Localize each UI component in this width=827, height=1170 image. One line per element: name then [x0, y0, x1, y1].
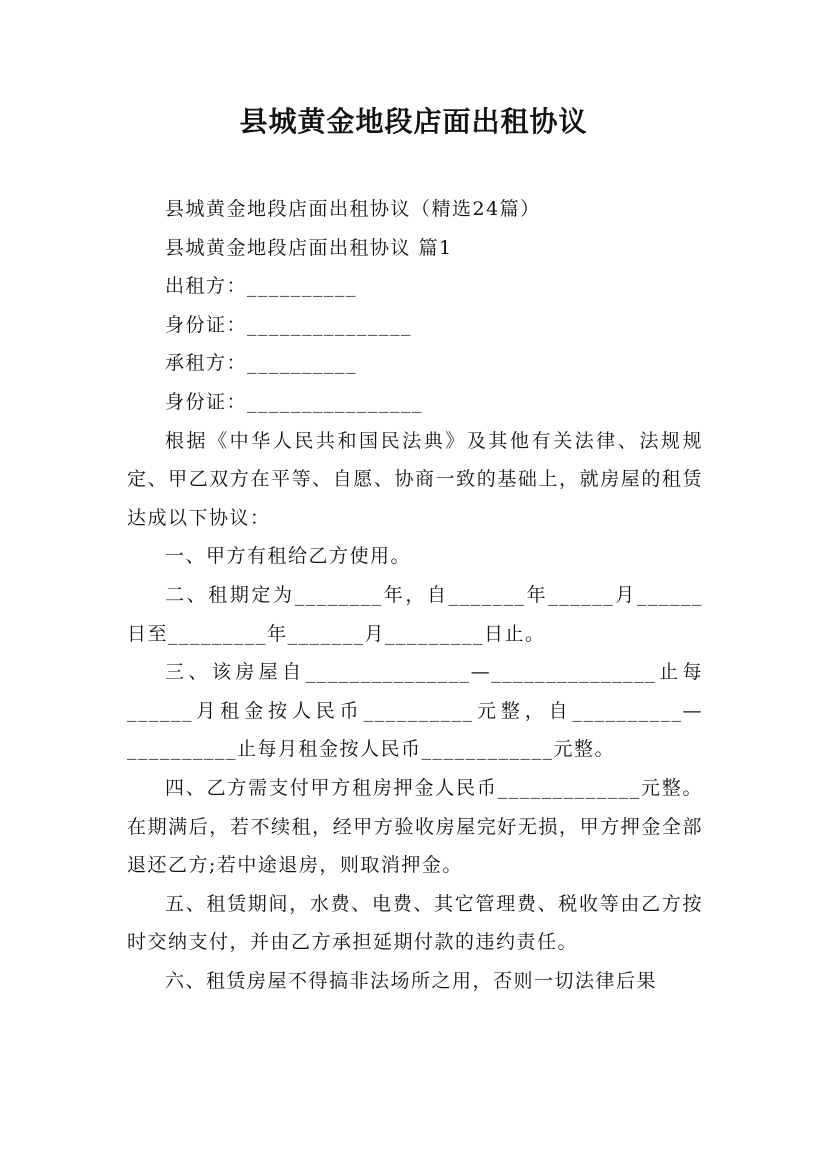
field-lessee: 承租方：__________ [165, 352, 358, 375]
field-lessor-id: 身份证：_______________ [165, 313, 413, 336]
field-lessor: 出租方：__________ [165, 275, 358, 298]
clause-1: 一、甲方有租给乙方使用。 [165, 545, 412, 568]
clause-5: 五、租赁期间，水费、电费、其它管理费、税收等由乙方按时交纳支付，并由乙方承担延期付款的违约责任。 [127, 892, 703, 954]
paragraph-subtitle: 县城黄金地段店面出租协议（精选24篇） [165, 198, 541, 220]
field-lessee-id: 身份证：________________ [165, 390, 424, 413]
paragraph-preamble: 根据《中华人民共和国民法典》及其他有关法律、法规规定、甲乙双方在平等、自愿、协商一致的基础上，就房屋的租赁达成以下协议： [127, 429, 703, 529]
clause-6: 六、租赁房屋不得搞非法场所之用，否则一切法律后果 [165, 969, 658, 992]
clause-3: 三、该房屋自_______________—_______________止每______月租金按人民币__________元整，自__________—__________止每月租金按人民币____________元整。 [127, 661, 703, 761]
paragraph-section-heading: 县城黄金地段店面出租协议 篇1 [165, 236, 453, 259]
clause-2: 二、租期定为________年，自_______年______月______日至_________年_______月_________日止。 [127, 583, 703, 645]
clause-4: 四、乙方需支付甲方租房押金人民币_____________元整。在期满后，若不续租，经甲方验收房屋完好无损，甲方押金全部退还乙方;若中途退房，则取消押金。 [127, 776, 703, 877]
document-title: 县城黄金地段店面出租协议 [239, 105, 588, 138]
document-body [127, 190, 703, 1000]
